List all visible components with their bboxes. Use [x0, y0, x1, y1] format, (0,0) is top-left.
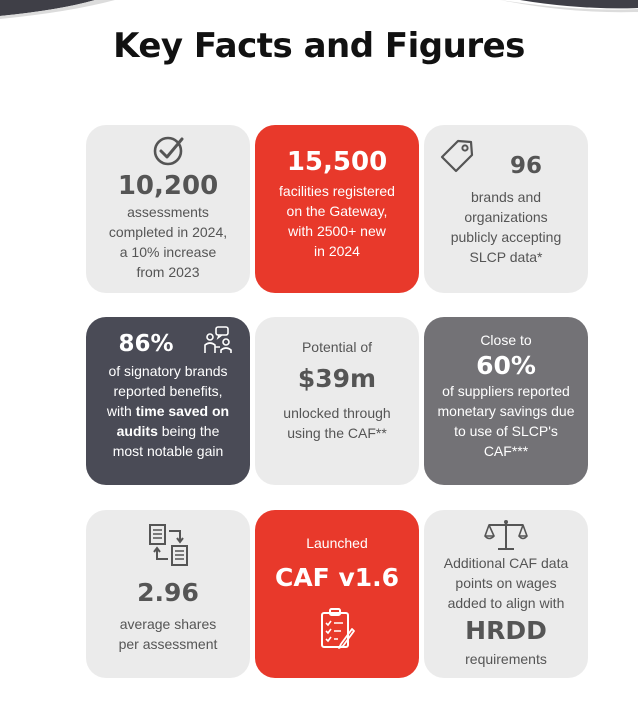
- stat-posttext: requirements: [465, 651, 547, 667]
- page-title: Key Facts and Figures: [113, 26, 525, 66]
- stat-value: HRDD: [465, 616, 547, 645]
- balance-scale-icon: [484, 518, 528, 552]
- stat-text: on the Gateway,: [286, 203, 388, 219]
- stat-text: reported benefits,: [113, 383, 223, 399]
- stat-value: 2.96: [137, 578, 199, 607]
- caf-launch-card: [255, 510, 419, 678]
- hrdd-card: [424, 510, 588, 678]
- stat-text: with 2500+ new: [288, 223, 386, 239]
- stat-text: facilities registered: [279, 183, 395, 199]
- stat-text: in 2024: [314, 243, 360, 259]
- stat-text: using the CAF**: [287, 425, 387, 441]
- stat-highlight: time saved on: [135, 403, 230, 419]
- benefits-card: [86, 317, 250, 485]
- stat-pretext: Potential of: [301, 339, 373, 355]
- stat-text: added to align with: [447, 595, 565, 611]
- shares-card: [86, 510, 250, 678]
- stat-text: average shares: [119, 616, 217, 632]
- stat-text: CAF***: [483, 443, 529, 459]
- people-discussion-icon: [204, 325, 234, 355]
- stat-text: assessments: [127, 204, 209, 220]
- savings-potential-card: [255, 317, 419, 485]
- stat-value: 96: [509, 153, 542, 179]
- stat-text: Additional CAF data: [443, 555, 569, 571]
- facilities-card: [255, 125, 419, 293]
- stat-value: $39m: [297, 364, 377, 393]
- stat-value: 10,200: [117, 171, 219, 201]
- stat-text: SLCP data*: [469, 249, 543, 265]
- stat-text: brands and: [470, 189, 542, 205]
- clipboard-checklist-icon: [319, 607, 355, 651]
- stat-text: publicly accepting: [450, 229, 562, 245]
- suppliers-card: [424, 317, 588, 485]
- stat-text: completed in 2024,: [108, 224, 228, 240]
- check-circle-icon: [152, 133, 186, 167]
- stat-text: per assessment: [118, 636, 218, 652]
- stat-pretext: Close to: [480, 332, 532, 348]
- stat-text: with: [106, 403, 136, 419]
- brands-card: [424, 125, 588, 293]
- stat-text: of suppliers reported: [442, 383, 570, 399]
- stat-text: monetary savings due: [437, 403, 575, 419]
- assessments-card: [86, 125, 250, 293]
- stat-value: 60%: [476, 351, 536, 380]
- stat-text: of signatory brands: [108, 363, 228, 379]
- stat-text: most notable gain: [112, 443, 224, 459]
- stat-pretext: Launched: [306, 535, 368, 551]
- stat-text: unlocked through: [283, 405, 391, 421]
- stat-text: points on wages: [455, 575, 557, 591]
- stat-text: being the: [157, 423, 220, 439]
- stat-text: a 10% increase: [119, 244, 217, 260]
- stat-highlight: audits: [116, 423, 158, 439]
- header-swoosh: [0, 0, 638, 20]
- documents-exchange-icon: [148, 523, 190, 567]
- stat-text: from 2023: [136, 264, 200, 280]
- stat-value: 86%: [118, 331, 174, 357]
- stat-value: CAF v1.6: [274, 563, 400, 592]
- stat-value: 15,500: [286, 147, 388, 177]
- stat-text: to use of SLCP's: [454, 423, 558, 439]
- stat-text: organizations: [464, 209, 548, 225]
